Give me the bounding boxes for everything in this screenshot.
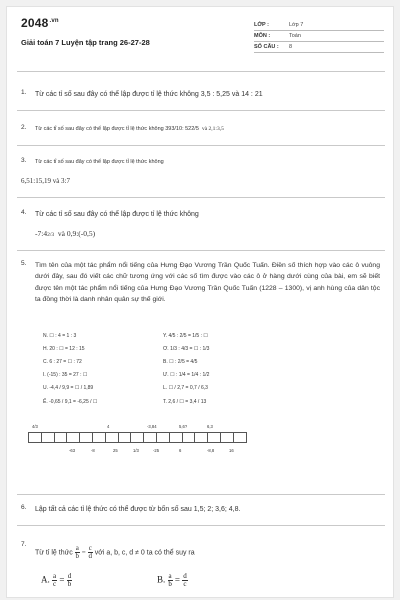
exercise-item: N. ☐ : 4 = 1 : 3 <box>43 333 77 339</box>
question-text-mid: : 52 <box>182 126 192 132</box>
answer-cell[interactable] <box>156 432 170 443</box>
meta-value: 8 <box>289 44 293 50</box>
answer-cell[interactable] <box>194 432 208 443</box>
question-text: Lập tất cả các tỉ lệ thức có thể được từ bốn số sau 1,5; 2; 3,6; 4,8. <box>35 506 241 513</box>
question-text <box>35 124 380 136</box>
answer-cell[interactable] <box>54 432 68 443</box>
question-number: 5. <box>21 260 27 267</box>
meta-key: SỐ CÂU : <box>254 44 279 50</box>
exercise-item: B. ☐ : 2/5 = 4/5 <box>163 359 198 365</box>
exercise-item: Ư. ☐ : 1/4 = 1/4 : 1/2 <box>163 372 210 378</box>
divider <box>17 197 385 198</box>
answer-cell[interactable] <box>130 432 144 443</box>
question-frac-b: 2/5 <box>191 126 199 132</box>
site-logo[interactable] <box>21 16 59 30</box>
question-expression: 6,51:15,19 và 3:7 <box>21 177 70 185</box>
question-frac-a: 3/10 <box>171 126 183 132</box>
question-text: Tìm tên của một tác phẩm nổi tiếng của Hưng Đạo Vương Trần Quốc Tuấn. Điền số thích hợp vào các ô vuông dưới đây, sau đó viết các chữ tương ứng với các số tìm được vào các ô ở hàng dưới cùng của bài, em sẽ biết được tên một tác phẩm nổi tiếng của Hưng Đạo Vương Trần Quốc Tuấn (1228 – 1300), vị anh hùng của dân tộc ta đồng thời là danh nhân quân sự thế giới. <box>35 262 380 304</box>
fraction-a-b: $\frac{a}{b}$ <box>75 544 80 560</box>
meta-key: MÔN : <box>254 33 271 39</box>
question-text: Từ các tỉ số sau đây có thể lập được tỉ lệ thức không 3,5 : 5,25 và 14 : 21 <box>35 91 263 98</box>
expr-part-a: -7:4 <box>35 229 48 238</box>
option-lhs-fraction: $\frac{a}{c}$ <box>53 572 57 588</box>
answer-cell[interactable] <box>182 432 196 443</box>
answer-cell[interactable] <box>28 432 42 443</box>
logo-text: 2048 <box>21 16 49 30</box>
divider <box>17 110 385 111</box>
divider <box>17 71 385 72</box>
meta-table <box>254 20 384 53</box>
meta-row-subject <box>254 31 384 42</box>
option-b[interactable]: B. $\frac{a}{b}$ = $\frac{d}{c}$ <box>157 572 187 588</box>
answer-cell[interactable] <box>105 432 119 443</box>
question-number: 3. <box>21 157 27 164</box>
answer-cell[interactable] <box>118 432 132 443</box>
answer-cell[interactable] <box>79 432 93 443</box>
question-text: Từ các tỉ số sau đây có thể lập được tỉ lệ thức không <box>35 211 199 218</box>
exercise-item: H. 20 : ☐ = 12 : 15 <box>43 346 85 352</box>
exercise-item: Y. 4/5 : 2/5 = 1/5 : ☐ <box>163 333 208 339</box>
expr-part-b: và 0,9:(-0,5) <box>57 229 96 238</box>
exercise-item: T. 2,6 / ☐ = 3,4 / 13 <box>163 399 207 405</box>
meta-key: LỚP : <box>254 22 269 28</box>
question-number: 1. <box>21 89 27 96</box>
meta-value: Lớp 7 <box>289 22 304 28</box>
divider <box>17 494 385 495</box>
question-number: 7. <box>21 541 27 548</box>
answer-cell[interactable] <box>233 432 247 443</box>
question-expression <box>35 228 380 242</box>
meta-value: Toán <box>289 33 301 39</box>
answer-grid <box>29 432 264 443</box>
exercise-item: Ế. -0,65 / 9,1 = -6,25 / ☐ <box>43 399 98 405</box>
option-lhs-fraction: $\frac{a}{b}$ <box>168 572 172 588</box>
document-title: Giải toán 7 Luyện tập trang 26-27-28 <box>21 38 150 47</box>
option-label: B. <box>157 574 166 585</box>
answer-cell[interactable] <box>143 432 157 443</box>
logo-suffix: .vn <box>49 18 59 24</box>
answer-cell[interactable] <box>220 432 234 443</box>
option-label: A. <box>41 574 50 585</box>
document-header <box>7 7 393 71</box>
meta-row-count <box>254 42 384 53</box>
option-rhs-fraction: $\frac{d}{c}$ <box>183 572 187 588</box>
divider <box>17 145 385 146</box>
answer-cell[interactable] <box>169 432 183 443</box>
answer-cell[interactable] <box>207 432 221 443</box>
answer-cell[interactable] <box>92 432 106 443</box>
document-page: $2048^{.vn}$ Giải toán 7 Luyện tập trang 26-27-28 LỚP : Lớp 7 MÔN : Toán SỐ CÂU : 8 1. Từ các tỉ số sau đây có thể lập được tỉ lệ thức không 3,5 : 5,25 và 14 : 21 2. Từ các tỉ số sau đây có thể lập được tỉ lệ thức không 393/10: 522/5 và 2,1:3,5 3. Từ các tỉ số sau đây có thể lập được tỉ lệ thức không 6,51:15,19 và 3:7 4. Từ các tỉ số sau đây có thể lập được tỉ lệ thức không -7:42/3 và 0,9:(-0,5) 5. Tìm tên của một tác phẩm nổi tiếng của Hưng Đạo Vương Trần Quốc Tuấn. Điền số thích hợp vào các ô vuông dưới đây, sau đó viết các chữ tương ứng với các số tìm được vào các ô ở hàng dưới cùng của bài, em sẽ biết được tên một tác phẩm nổi tiếng của Hưng Đạo Vương Trần Quốc Tuấn (1228 – 1300), vị anh hùng của dân tộc ta đồng thời là danh nhân quân sự thế giới. N. ☐ : 4 = 1 : 3 H. 20 : ☐ = 12 : 15 C. 6 : 27 = ☐ : 72 I. (-15) : 35 = 27 : ☐ U. -4,4 / 9,9 = ☐ / 1,89 Ế. -0,65 / 9,1 = -6,25 / ☐ Y. 4/5 : 2/5 = 1/5 : ☐ Ơ. 1/3 : 4/3 = ☐ : 1/3 B. ☐ : 2/5 = 4/5 Ư. ☐ : 1/4 = 1/4 : 1/2 L. ☐ / 2,7 = 0,7 / 6,3 T. 2,6 / ☐ = 3,4 / 13 4/3 4 -3,84 5,6? 6,3 -63 -8 25 1/3 -25 6 -8,8 16 6. Lập tất cả các tỉ lệ thức có thể được từ bốn số sau 1,5; 2; 3,6; 4,8. 7. Từ tỉ lệ thức $\frac{a}{b}$ = $\frac{c}{d}$ với a, b, c, d ≠ 0 ta có thể suy ra A. $\frac{a}{c}$ = $\frac{d}{b}$ B. $\frac{a}{b}$ = $\frac{d}{c}$ <box>6 6 394 598</box>
fraction-c-d: $\frac{c}{d}$ <box>88 544 92 560</box>
question-number: 2. <box>21 124 27 131</box>
option-rhs-fraction: $\frac{d}{b}$ <box>67 572 72 588</box>
question-number: 6. <box>21 504 27 511</box>
exercise-item: Ơ. 1/3 : 4/3 = ☐ : 1/3 <box>163 346 210 352</box>
divider <box>17 250 385 251</box>
answer-cell[interactable] <box>66 432 80 443</box>
exercise-item: U. -4,4 / 9,9 = ☐ / 1,89 <box>43 385 94 391</box>
expr-fraction: 2/3 <box>47 232 55 238</box>
exercise-item: C. 6 : 27 = ☐ : 72 <box>43 359 82 365</box>
exercise-item: I. (-15) : 35 = 27 : ☐ <box>43 372 88 378</box>
question-text-main: Từ các tỉ số sau đây có thể lập được tỉ lệ thức không 39 <box>35 126 172 132</box>
option-a[interactable]: A. $\frac{a}{c}$ = $\frac{d}{b}$ <box>41 572 72 588</box>
question-text: Từ các tỉ số sau đây có thể lập được tỉ lệ thức không <box>35 159 164 165</box>
question-text-tail: và 2,1:3,5 <box>201 126 224 132</box>
question-number: 4. <box>21 209 27 216</box>
exercise-item: L. ☐ / 2,7 = 0,7 / 6,3 <box>163 385 208 391</box>
answer-cell[interactable] <box>41 432 55 443</box>
divider <box>17 525 385 526</box>
question-text: Từ tỉ lệ thức $\frac{a}{b}$ = $\frac{c}{d}$ với a, b, c, d ≠ 0 ta có thể suy ra <box>35 544 195 560</box>
meta-row-grade <box>254 20 384 31</box>
